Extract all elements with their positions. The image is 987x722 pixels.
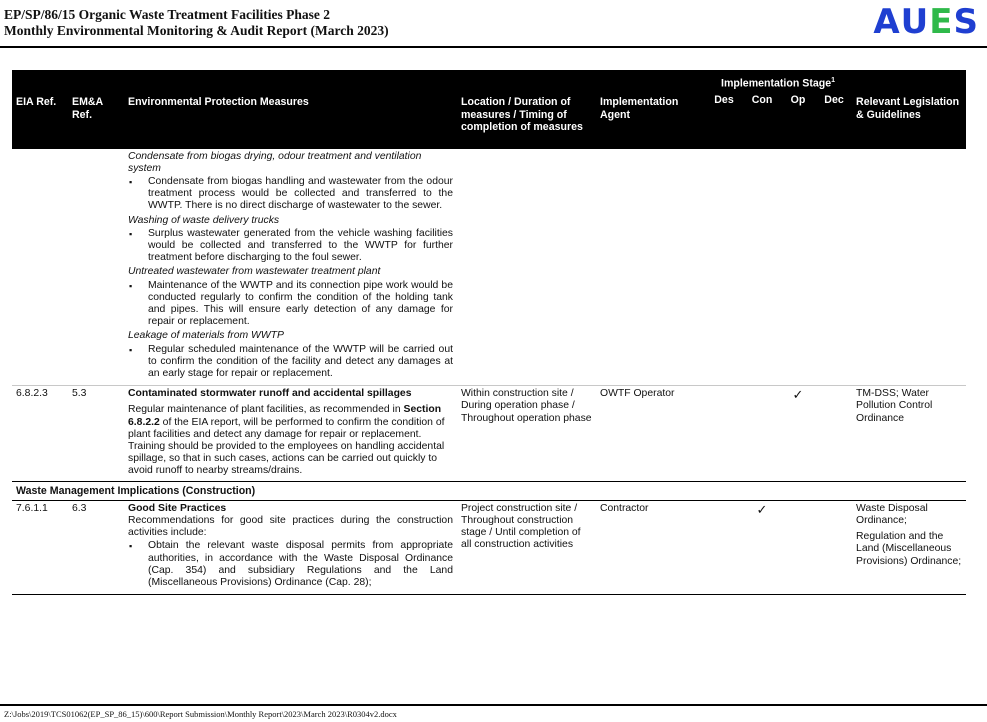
- table-row-continued: [12, 149, 966, 386]
- cell-ema-ref: 5.3: [72, 388, 87, 400]
- subheading-leakage: Leakage of materials from WWTP: [128, 330, 284, 342]
- subheading-untreated-wastewater: Untreated wastewater from wastewater treatment plant: [128, 266, 381, 278]
- logo-letter: E: [929, 2, 954, 42]
- col-header-op: Op: [780, 94, 816, 149]
- cell-agent: OWTF Operator: [600, 388, 675, 400]
- cell-location: Project construction site / Throughout construction stage / Until completion of all construction activities: [457, 500, 596, 594]
- list-item: ▪ Surplus wastewater generated from the vehicle washing facilities would be collected and transferred to the WWTP for further treatment before discharging to the foul sewer.: [148, 228, 453, 265]
- cell-agent: Contractor: [596, 500, 704, 594]
- col-header-measures: Environmental Protection Measures: [124, 70, 457, 149]
- table-header-row-1: [12, 70, 966, 94]
- list-item: ▪ Obtain the relevant waste disposal permits from appropriate authorities, in accordance with the Waste Disposal Ordinance (Cap. 354) and subsidiary Regulations and the Land (Miscellaneous Provisions) Ordinance (Cap. 28);: [148, 540, 453, 589]
- cell-measures: [124, 386, 457, 481]
- logo-text: [873, 2, 979, 42]
- logo-letter: U: [900, 2, 930, 42]
- logo-letter: A: [873, 2, 901, 42]
- list-item: ▪ Condensate from biogas handling and wastewater from the odour treatment process would be collected and transferred to the WWTP. There is no direct discharge of wastewater to the sewer.: [148, 176, 453, 213]
- subheading-condensate: Condensate from biogas drying, odour treatment and ventilation system: [128, 150, 422, 174]
- bullet-list-condensate: [128, 176, 453, 213]
- col-header-agent: Implementation Agent: [596, 70, 704, 149]
- section-heading-row: [12, 481, 966, 500]
- cell-ema-ref-empty: [68, 149, 124, 386]
- measure-text-a: Regular maintenance of plant facilities, as recommended in: [128, 404, 401, 416]
- col-header-implementation-stage: [704, 70, 852, 94]
- cell-location-empty: [457, 149, 596, 386]
- section-reference: Section 6.8.2.2: [128, 404, 442, 428]
- bullet-list-washing: [128, 228, 453, 265]
- header-divider: [0, 46, 987, 48]
- cell-eia-ref: 6.8.2.3: [16, 388, 48, 400]
- cell-con: [744, 386, 780, 481]
- stage-label: Implementation Stage: [721, 77, 832, 90]
- table-row-7611: [12, 500, 966, 594]
- col-header-eia-ref: EIA Ref.: [12, 70, 68, 149]
- list-item: ▪ Maintenance of the WWTP and its connection pipe work would be conducted regularly to confirm the condition of the holding tank and pipes. This will ensure early detection of any damage for repair or replacement.: [148, 280, 453, 329]
- aues-logo: [873, 2, 979, 42]
- cell-dec-empty: [816, 149, 852, 386]
- cell-legislation-empty: [852, 149, 966, 386]
- footer-divider: [0, 704, 987, 706]
- legislation-item: Regulation and the Land (Miscellaneous Provisions) Ordinance;: [856, 531, 962, 567]
- cell-con-empty: [744, 149, 780, 386]
- cell-eia-ref-empty: [12, 149, 68, 386]
- list-item: ▪ Regular scheduled maintenance of the WWTP will be carried out to confirm the condition of the facility and detect any damages at an early stage for repair or replacement.: [148, 344, 453, 381]
- cell-legislation: [852, 500, 966, 594]
- subheading-washing-trucks: Washing of waste delivery trucks: [128, 214, 280, 226]
- measures-table-wrap: [12, 70, 966, 595]
- measure-intro: Recommendations for good site practices during the construction activities include:: [128, 515, 453, 539]
- measure-title: Contaminated stormwater runoff and accidental spillages: [128, 388, 412, 400]
- cell-legislation: TM-DSS; Water Pollution Control Ordinance: [856, 388, 933, 424]
- cell-dec: [816, 500, 852, 594]
- col-header-con: Con: [744, 94, 780, 149]
- section-heading: Waste Management Implications (Construction): [12, 481, 966, 500]
- measure-text-b: of the EIA report, will be performed to confirm the condition of plant facilities and detect any damage for repair or replacement. Training should be provided to the employees on handling accidental spillage, so that in such cases, actions can be carried out quickly to avoid runoff to nearby streams/drains.: [128, 416, 445, 477]
- bullet-list-leakage: [128, 344, 453, 381]
- cell-dec: [816, 386, 852, 481]
- cell-measures: [124, 500, 457, 594]
- cell-des-empty: [704, 149, 744, 386]
- logo-letter: S: [953, 2, 979, 42]
- stage-footnote-mark: 1: [831, 77, 836, 84]
- cell-ema-ref: 6.3: [68, 500, 124, 594]
- measures-table: [12, 70, 966, 595]
- bullet-list-untreated: [128, 280, 453, 329]
- measure-title: Good Site Practices: [128, 502, 227, 514]
- cell-agent-empty: [596, 149, 704, 386]
- col-header-des: Des: [704, 94, 744, 149]
- col-header-location: Location / Duration of measures / Timing of completion of measures: [457, 70, 596, 149]
- cell-continued-measures: [124, 149, 457, 386]
- col-header-dec: Dec: [816, 94, 852, 149]
- col-header-legislation: Relevant Legislation & Guidelines: [852, 70, 966, 149]
- cell-op: [780, 500, 816, 594]
- legislation-item: Waste Disposal Ordinance;: [856, 502, 928, 527]
- measure-text: [128, 404, 453, 477]
- op-check-icon: ✓: [792, 387, 804, 403]
- bullet-list-good-practices: [128, 540, 453, 589]
- cell-location: Within construction site / During operation phase / Throughout operation phase: [461, 388, 592, 424]
- header-line-2: Monthly Environmental Monitoring & Audit Report (March 2023): [4, 23, 389, 38]
- report-header: [4, 7, 389, 39]
- cell-des: [704, 500, 744, 594]
- con-check-icon: ✓: [744, 500, 780, 594]
- col-header-ema-ref: EM&A Ref.: [68, 70, 124, 149]
- table-row-6823: [12, 386, 966, 481]
- header-line-1: EP/SP/86/15 Organic Waste Treatment Facilities Phase 2: [4, 7, 330, 22]
- cell-eia-ref: 7.6.1.1: [12, 500, 68, 594]
- footer-file-path: Z:\Jobs\2019\TCS01062(EP_SP_86_15)\600\Report Submission\Monthly Report\2023\March 2023\R0304v2.docx: [4, 709, 397, 719]
- cell-des: [704, 386, 744, 481]
- cell-op-empty: [780, 149, 816, 386]
